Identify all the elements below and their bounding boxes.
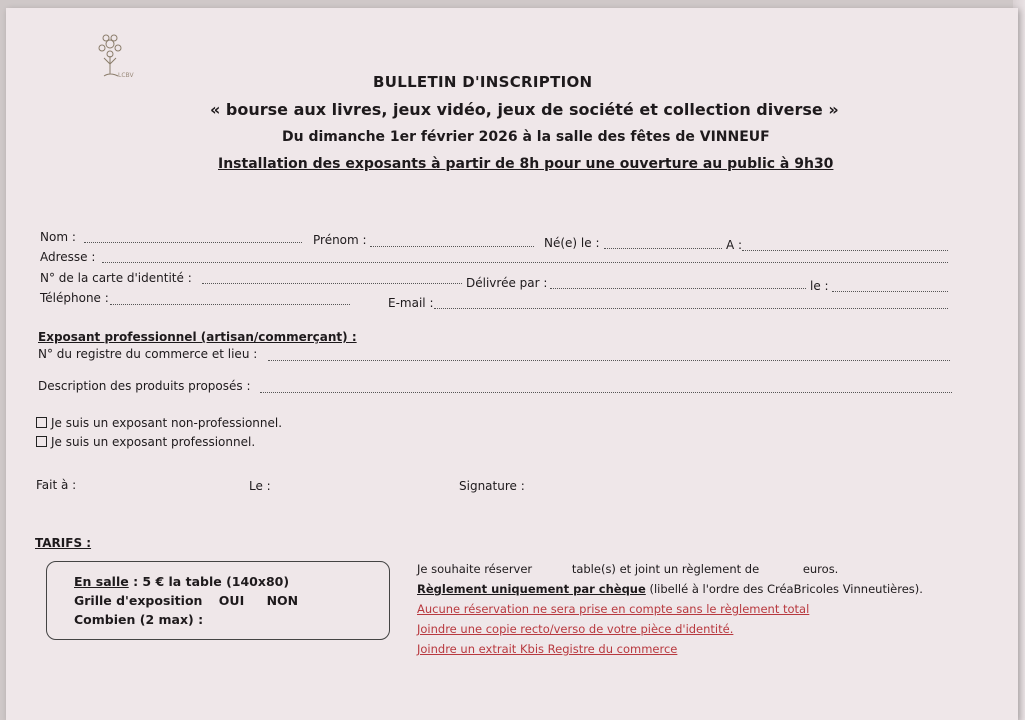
delivree-field[interactable] [550,288,806,289]
form-title: BULLETIN D'INSCRIPTION [373,73,593,91]
nom-label: Nom : [40,230,76,244]
tarifs-box [46,561,390,640]
reglement-line [417,582,923,596]
registre-label: N° du registre du commerce et lieu : [38,347,258,361]
event-date: Du dimanche 1er février 2026 à la salle des fêtes de VINNEUF [282,129,770,145]
fait-a-label: Fait à : [36,478,77,492]
pro-option[interactable] [36,435,255,449]
adresse-label: Adresse : [40,250,96,264]
grille-label: Grille d'exposition [74,593,203,608]
pro-checkbox[interactable] [36,436,47,447]
event-subtitle: « bourse aux livres, jeux vidéo, jeux de société et collection diverse » [210,100,839,119]
pro-section-title: Exposant professionnel (artisan/commerçant) : [38,330,357,344]
description-label: Description des produits proposés : [38,379,251,393]
naissance-field[interactable] [604,248,722,249]
date-label: Le : [249,479,271,493]
reservation-line [417,562,838,576]
nom-field[interactable] [84,242,302,243]
non-pro-label: Je suis un exposant non-professionnel. [51,416,283,430]
adresse-field[interactable] [102,262,948,263]
grille-line [74,593,298,608]
tables-text: table(s) et joint un règlement de [571,562,760,576]
en-salle-price: : 5 € la table (140x80) [133,574,290,589]
reglement-bold: Règlement uniquement par chèque [417,582,646,596]
telephone-label: Téléphone : [40,291,109,305]
description-field[interactable] [260,392,952,393]
lieu-naissance-label: A : [726,238,743,252]
signature-label: Signature : [459,479,525,493]
en-salle-label: En salle [74,574,129,589]
lieu-naissance-field[interactable] [742,250,948,251]
email-field[interactable] [434,308,948,309]
combien-label: Combien (2 max) : [74,612,204,627]
logo-caption: LCBV [118,72,134,79]
carte-identite-field[interactable] [202,283,462,284]
registration-form-sheet [6,8,1018,720]
delivree-date-field[interactable] [832,291,948,292]
installation-info: Installation des exposants à partir de 8h pour une ouverture au public à 9h30 [218,156,834,172]
reserver-text: Je souhaite réserver [417,562,533,576]
euros-text: euros. [802,562,839,576]
non-pro-option[interactable] [36,416,282,430]
pro-label: Je suis un exposant professionnel. [51,435,256,449]
warning-kbis: Joindre un extrait Kbis Registre du commerce [417,642,678,656]
grille-oui[interactable]: OUI [218,593,245,608]
prenom-label: Prénom : [313,233,367,247]
warning-id-copy: Joindre une copie recto/verso de votre pièce d'identité. [417,622,734,636]
registre-field[interactable] [268,360,950,361]
warning-total-payment: Aucune réservation ne sera prise en compte sans le règlement total [417,602,810,616]
non-pro-checkbox[interactable] [36,417,47,428]
telephone-field[interactable] [110,304,350,305]
prenom-field[interactable] [370,246,534,247]
en-salle-line [74,574,289,589]
reglement-rest: (libellé à l'ordre des CréaBricoles Vinneutières). [649,582,923,596]
delivree-label: Délivrée par : [466,276,548,290]
delivree-date-label: le : [810,279,829,293]
naissance-label: Né(e) le : [544,236,600,250]
email-label: E-mail : [388,296,434,310]
grille-non[interactable]: NON [266,593,299,608]
carte-identite-label: N° de la carte d'identité : [40,271,192,285]
tarifs-title: TARIFS : [35,536,92,550]
